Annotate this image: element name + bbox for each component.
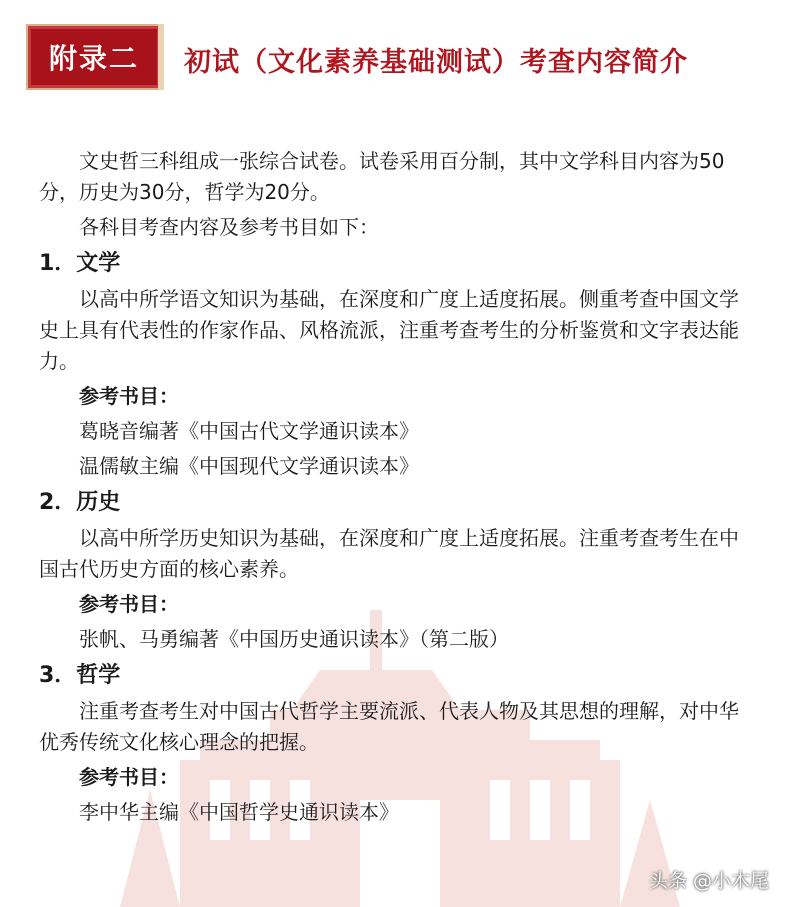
watermark: 头条 @小木尾	[648, 870, 769, 892]
intro-paragraph-1: 文史哲三科组成一张综合试卷。试卷采用百分制，其中文学科目内容为50分，历史为30分，哲学为20分。	[39, 149, 725, 204]
section-desc-history: 以高中所学历史知识为基础，在深度和广度上适度拓展。注重考查考生在中国古代历史方面的核心素养。	[39, 526, 739, 581]
refs-label-history: 参考书目：	[79, 592, 179, 616]
page-title: 初试（文化素养基础测试）考查内容简介	[184, 47, 688, 78]
intro-paragraph-2: 各科目考查内容及参考书目如下：	[79, 215, 379, 239]
section-desc-philosophy: 注重考查考生对中国古代哲学主要流派、代表人物及其思想的理解，对中华优秀传统文化核心理念的把握。	[39, 699, 739, 754]
ref-item: 葛晓音编著《中国古代文学通识读本》	[79, 419, 419, 443]
section-heading-philosophy: 3．哲学	[39, 663, 121, 688]
document-body	[39, 146, 755, 832]
appendix-badge-label: 附录二	[48, 42, 139, 75]
refs-label-literature: 参考书目：	[79, 384, 179, 408]
section-heading-history: 2．历史	[39, 490, 121, 515]
refs-label-philosophy: 参考书目：	[79, 765, 179, 789]
ref-item: 李中华主编《中国哲学史通识读本》	[79, 800, 399, 824]
section-heading-literature: 1．文学	[39, 251, 121, 276]
appendix-badge	[26, 24, 162, 90]
ref-item: 张帆、马勇编著《中国历史通识读本》（第二版）	[79, 627, 509, 651]
badge-accent-stripe	[158, 24, 164, 90]
ref-item: 温儒敏主编《中国现代文学通识读本》	[79, 454, 419, 478]
section-desc-literature: 以高中所学语文知识为基础，在深度和广度上适度拓展。侧重考查中国文学史上具有代表性的作家作品、风格流派，注重考查考生的分析鉴赏和文字表达能力。	[39, 287, 739, 373]
